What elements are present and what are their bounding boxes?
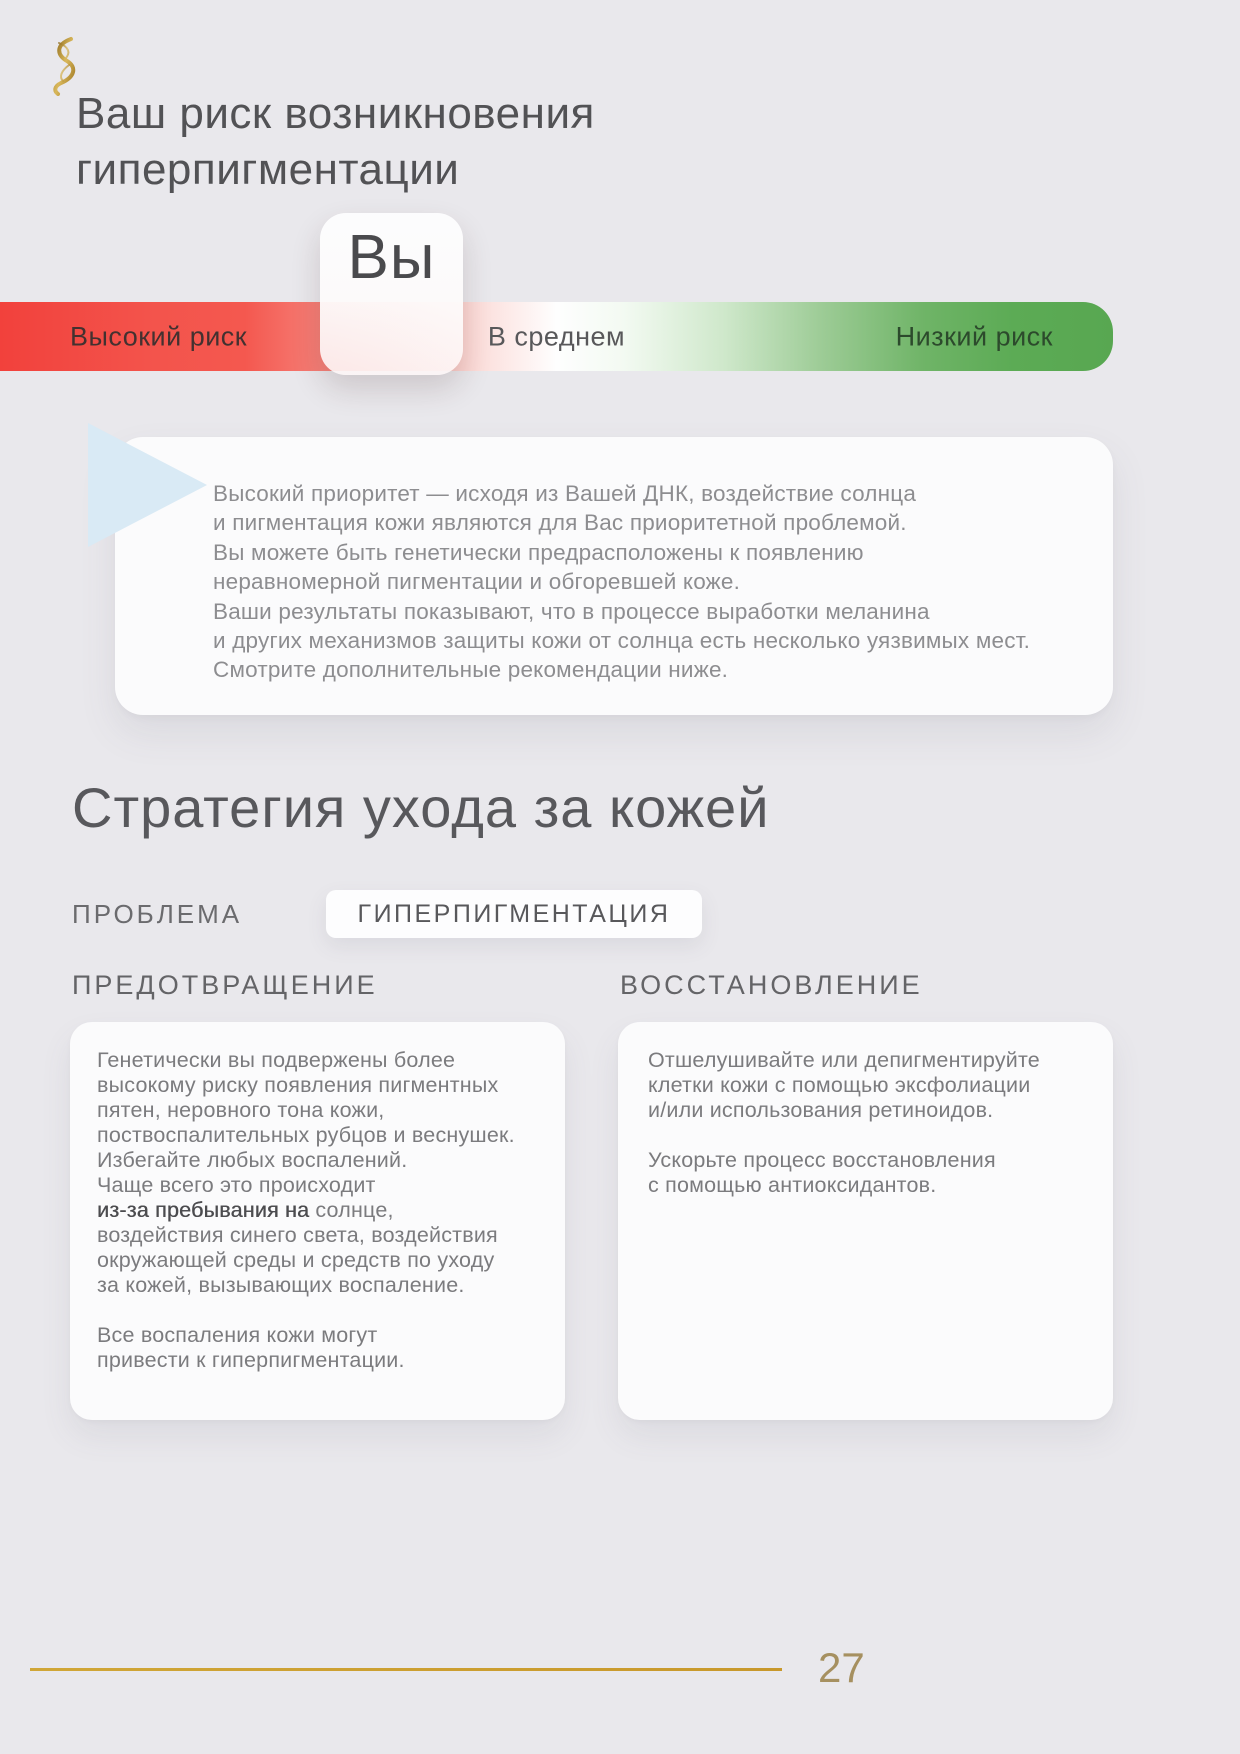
highlighted-phrase: из-за пребывания на bbox=[97, 1198, 310, 1222]
text-line: за кожей, вызывающих воспаление. bbox=[97, 1273, 465, 1297]
gauge-medium-label: В среднем bbox=[487, 321, 626, 351]
text-line: и других механизмов защиты кожи от солнца есть несколько уязвимых мест. bbox=[213, 628, 1031, 654]
text-line: Смотрите дополнительные рекомендации ниже. bbox=[213, 657, 729, 683]
summary-text bbox=[213, 479, 1075, 685]
problem-label: ПРОБЛЕМА bbox=[72, 899, 243, 929]
text-line: Генетически вы подвержены более bbox=[97, 1048, 456, 1072]
restoration-card bbox=[618, 1022, 1113, 1420]
footer-divider bbox=[30, 1668, 782, 1671]
text-line: Вы можете быть генетически предрасположены к появлению bbox=[213, 539, 864, 565]
prevention-card bbox=[70, 1022, 565, 1420]
page-title bbox=[76, 86, 595, 198]
problem-value: ГИПЕРПИГМЕНТАЦИЯ bbox=[357, 899, 671, 928]
text-line: привести к гиперпигментации. bbox=[97, 1348, 405, 1372]
gauge-you-marker bbox=[320, 213, 463, 375]
prevention-label: ПРЕДОТВРАЩЕНИЕ bbox=[72, 970, 378, 1000]
text-line: и/или использования ретиноидов. bbox=[648, 1098, 994, 1122]
text-line: пятен, неровного тона кожи, bbox=[97, 1098, 385, 1122]
summary-card bbox=[115, 437, 1113, 715]
prevention-text bbox=[97, 1048, 537, 1373]
text-line: окружающей среды и средств по уходу bbox=[97, 1248, 495, 1272]
problem-value-pill bbox=[326, 890, 702, 938]
text-line: Ускорьте процесс восстановления bbox=[648, 1148, 996, 1172]
text-line: Избегайте любых воспалений. bbox=[97, 1148, 408, 1172]
strategy-heading: Стратегия ухода за кожей bbox=[72, 776, 770, 839]
page-title-line1: Ваш риск возникновения bbox=[76, 89, 595, 138]
risk-gauge-bar bbox=[0, 302, 1113, 371]
text-line: неравномерной пигментации и обгоревшей коже. bbox=[213, 569, 741, 595]
page-number: 27 bbox=[818, 1644, 865, 1691]
text-line: с помощью антиоксидантов. bbox=[648, 1173, 937, 1197]
text-line: Все воспаления кожи могут bbox=[97, 1323, 378, 1347]
text-line: из-за пребывания на солнце, bbox=[97, 1198, 394, 1222]
text-line: воздействия синего света, воздействия bbox=[97, 1223, 498, 1247]
text-line: поствоспалительных рубцов и веснушек. bbox=[97, 1123, 515, 1147]
gauge-you-marker-label: Вы bbox=[347, 223, 436, 292]
gauge-low-risk-label: Низкий риск bbox=[895, 321, 1053, 351]
text-line: Высокий приоритет — исходя из Вашей ДНК, воздействие солнца bbox=[213, 481, 917, 506]
text-line: Отшелушивайте или депигментируйте bbox=[648, 1048, 1040, 1072]
text-line: клетки кожи с помощью эксфолиации bbox=[648, 1073, 1031, 1097]
restoration-label: ВОССТАНОВЛЕНИЕ bbox=[620, 970, 923, 1000]
page-title-line2: гиперпигментации bbox=[76, 145, 460, 194]
gauge-high-risk-label: Высокий риск bbox=[70, 321, 248, 351]
text-line: высокому риску появления пигментных bbox=[97, 1073, 499, 1097]
text-line: Ваши результаты показывают, что в процессе выработки меланина bbox=[213, 598, 930, 624]
text-line: Чаще всего это происходит bbox=[97, 1173, 376, 1197]
restoration-text bbox=[648, 1048, 1091, 1198]
text-line: и пигментация кожи являются для Вас приоритетной проблемой. bbox=[213, 510, 907, 536]
